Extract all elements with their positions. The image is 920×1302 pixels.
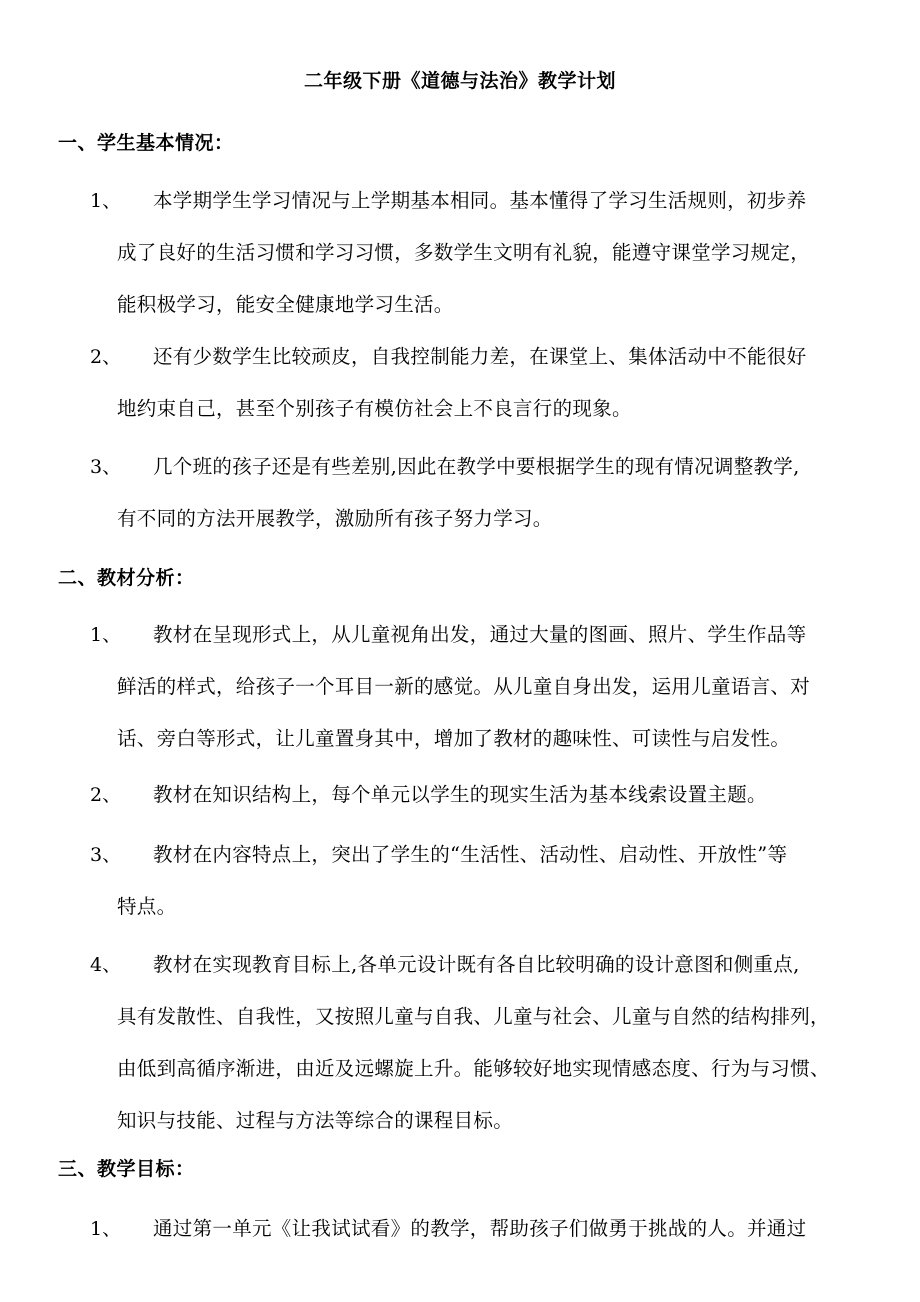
section-heading-2: 二、教材分析：: [58, 567, 195, 589]
item-number: 1、: [90, 1218, 122, 1240]
item-line: 还有少数学生比较顽皮，自我控制能力差，在课堂上、集体活动中不能很好: [153, 345, 807, 368]
section-heading-1: 一、学生基本情况：: [58, 132, 234, 154]
item-line: 教材在实现教育目标上,各单元设计既有各自比较明确的设计意图和侧重点,: [153, 953, 800, 976]
item-line: 话、旁白等形式，让儿童置身其中，增加了教材的趣味性、可读性与启发性。: [117, 727, 791, 750]
item-line: 具有发散性、自我性，又按照儿童与自我、儿童与社会、儿童与自然的结构排列，: [117, 1005, 830, 1028]
item-line: 知识与技能、过程与方法等综合的课程目标。: [117, 1109, 514, 1132]
item-line: 鲜活的样式，给孩子一个耳目一新的感觉。从儿童自身出发，运用儿童语言、对: [117, 675, 811, 698]
item-line: 本学期学生学习情况与上学期基本相同。基本懂得了学习生活规则，初步养: [153, 189, 807, 212]
section-heading-3: 三、教学目标：: [58, 1158, 195, 1180]
item-number: 1、: [90, 190, 122, 212]
item-line: 教材在呈现形式上，从儿童视角出发，通过大量的图画、照片、学生作品等: [153, 623, 807, 646]
item-line: 成了良好的生活习惯和学习习惯，多数学生文明有礼貌，能遵守课堂学习规定，: [117, 241, 811, 264]
item-line: 由低到高循序渐进，由近及远螺旋上升。能够较好地实现情感态度、行为与习惯、: [117, 1057, 830, 1080]
item-line: 通过第一单元《让我试试看》的教学，帮助孩子们做勇于挑战的人。并通过: [153, 1217, 807, 1240]
item-line: 特点。: [117, 895, 177, 918]
item-number: 3、: [90, 456, 122, 478]
item-line: 几个班的孩子还是有些差别,因此在教学中要根据学生的现有情况调整教学,: [153, 455, 800, 478]
item-line: 能积极学习，能安全健康地学习生活。: [117, 293, 454, 316]
item-line: 地约束自己，甚至个别孩子有模仿社会上不良言行的现象。: [117, 397, 632, 420]
item-line: 教材在知识结构上，每个单元以学生的现实生活为基本线索设置主题。: [153, 783, 767, 806]
item-number: 2、: [90, 346, 122, 368]
item-number: 3、: [90, 844, 122, 866]
item-line: 教材在内容特点上，突出了学生的“生活性、活动性、启动性、开放性”等: [153, 843, 788, 866]
item-number: 2、: [90, 784, 122, 806]
page-title: 二年级下册《道德与法治》教学计划: [303, 70, 616, 92]
item-line: 有不同的方法开展教学，激励所有孩子努力学习。: [117, 507, 553, 530]
item-number: 4、: [90, 954, 122, 976]
item-number: 1、: [90, 624, 122, 646]
